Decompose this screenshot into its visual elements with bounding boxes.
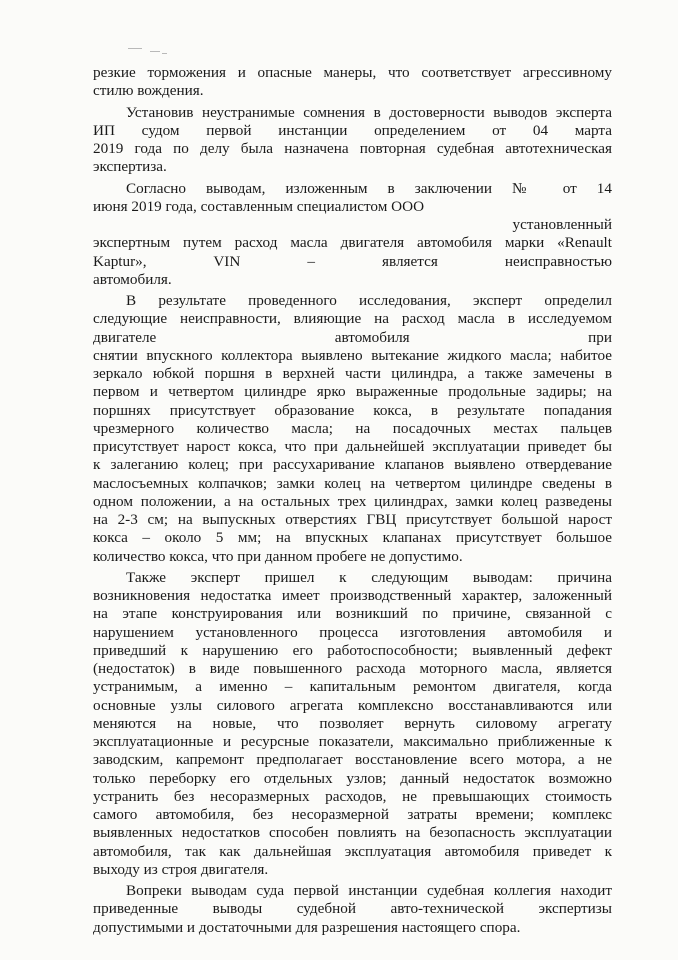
text-line: устранить без несоразмерных расходов, не превышающих стоимость	[93, 787, 612, 805]
text-line: устранимым, а именно – капитальным ремонтом двигателя, когда	[93, 678, 612, 696]
text-line: чрезмерного количество масла; на посадочных местах пальцев	[93, 419, 612, 437]
scan-artifact	[128, 46, 168, 56]
text-line: основные узлы силового агрегата комплексно восстанавливаются или	[93, 696, 612, 714]
text-line: Kaptur», VIN – является неисправностью	[93, 252, 612, 270]
text-line: экспертным путем расход масла двигателя автомобиля марки «Renault	[93, 234, 612, 252]
text-line: автомобиля, так как дальнейшая эксплуатация автомобиля приведет к	[93, 842, 612, 860]
text-line: 2019 года по делу была назначена повторная судебная автотехническая	[93, 140, 612, 157]
text-line: на 2-3 см; на выпускных отверстиях ГВЦ присутствует большой нарост	[93, 511, 612, 528]
text-line: возникновения недостатка имеет производственный характер, заложенный	[93, 587, 612, 604]
text-line: только переборку его отдельных узлов; данный недостаток возможно	[93, 769, 612, 787]
text-line: (недостаток) в виде повышенного расхода моторного масла, является	[93, 660, 612, 677]
text-line: приведенные выводы судебной авто-технической экспертизы	[93, 900, 612, 918]
text-line: экспертиза.	[93, 158, 167, 176]
text-line: следующие неисправности, влияющие на расход масла в исследуемом	[93, 310, 612, 328]
text-line: стилю вождения.	[93, 82, 204, 100]
text-line: выявленных недостатков способен повлиять на безопасность эксплуатации	[93, 824, 612, 842]
text-line: нарушением установленного процесса изготовления автомобиля и	[93, 623, 612, 641]
text-line: ИП судом первой инстанции определением от 04 марта	[93, 121, 612, 139]
text-line: В результате проведенного исследования, эксперт определил	[126, 292, 612, 309]
text-line: самого автомобиля, без несоразмерной затраты времени; комплекс	[93, 806, 612, 823]
text-line: Также эксперт пришел к следующим выводам: причина	[126, 568, 612, 586]
text-line: заводским, капремонт предполагает восстановление всего мотора, а не	[93, 751, 612, 769]
text-line: Вопреки выводам суда первой инстанции судебная коллегия находит	[126, 882, 612, 899]
text-line: кокса – около 5 мм; на впускных клапанах присутствует большое	[93, 529, 612, 547]
text-line: первом и четвертом цилиндре ярко выраженные продольные задиры; на	[93, 383, 612, 401]
text-line: выходу из строя двигателя.	[93, 860, 269, 878]
text-line: к залеганию колец; при рассухаривание клапанов выявлено отвердевание	[93, 456, 612, 474]
text-line: приведший к нарушению его работоспособности; выявленный дефект	[93, 641, 612, 659]
text-line: июня 2019 года, составленным специалистом ООО	[93, 197, 425, 215]
text-line: допустимыми и достаточными для разрешения настоящего спора.	[93, 918, 521, 936]
text-line: на этапе конструирования или возникший по причине, связанной с	[93, 605, 612, 623]
text-line: присутствует нарост кокса, что при дальнейшей эксплуатации приведет бы	[93, 438, 612, 455]
text-line: Установив неустранимые сомнения в достоверности выводов эксперта	[126, 103, 612, 121]
text-line: поршнях присутствует образование кокса, в результате попадания	[93, 401, 612, 419]
text-line: снятии впускного коллектора выявлено вытекание жидкого масла; набитое	[93, 346, 612, 364]
document-body	[93, 64, 612, 937]
text-line: Согласно выводам, изложенным в заключении № от 14	[126, 179, 612, 197]
text-line: меняются на новые, что позволяет вернуть силовому агрегату	[93, 714, 612, 732]
text-line: одном положении, а на остальных трех цилиндрах, замки колец разведены	[93, 492, 612, 510]
text-line: автомобиля.	[93, 270, 172, 288]
text-line: количество кокса, что при данном пробеге не допустимо.	[93, 547, 463, 565]
text-line: двигателе автомобиля при	[93, 328, 612, 346]
text-line: установленный	[512, 216, 612, 233]
text-line: зеркало юбкой поршня в верхней части цилиндра, а также замечены в	[93, 365, 612, 382]
text-line: маслосъемных колпачков; замки колец на четвертом цилиндре сведены в	[93, 474, 612, 492]
text-line: резкие торможения и опасные манеры, что соответствует агрессивному	[93, 64, 612, 81]
text-line: эксплуатационные и ресурсные показатели, максимально приближенные к	[93, 733, 612, 750]
